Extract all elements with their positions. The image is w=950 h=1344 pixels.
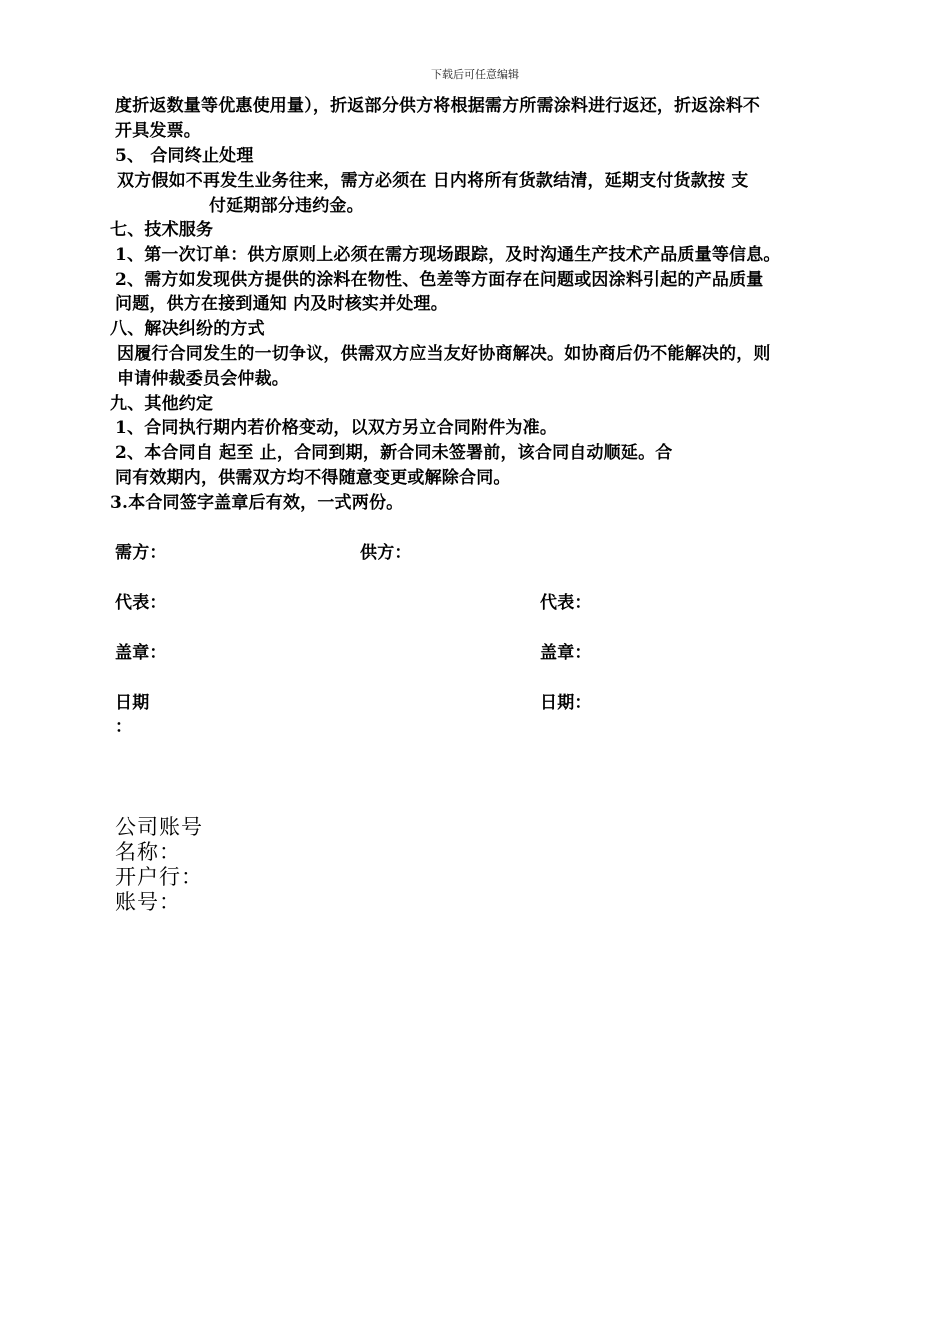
text-line: 开具发票。: [115, 121, 201, 141]
text-line: 同有效期内，供需双方均不得随意变更或解除合同。: [115, 468, 511, 488]
date-left-colon: ：: [115, 717, 133, 737]
date-left-label: 日期: [115, 693, 150, 713]
section-heading: 七、技术服务: [110, 220, 214, 240]
text-line: 2、本合同自 起至 止，合同到期，新合同未签署前，该合同自动顺延。合: [115, 443, 673, 463]
date-right-label: 日期：: [540, 693, 592, 713]
section-heading: 八、解决纠纷的方式: [110, 319, 265, 339]
rep-left-label: 代表：: [115, 593, 167, 613]
supplier-label: 供方：: [360, 543, 412, 563]
seal-left-label: 盖章：: [115, 643, 167, 663]
text-line: 度折返数量等优惠使用量），折返部分供方将根据需方所需涂料进行返还，折返涂料不: [115, 96, 761, 116]
seal-right-label: 盖章：: [540, 643, 592, 663]
buyer-label: 需方：: [115, 543, 167, 563]
section-heading: 5、 合同终止处理: [115, 146, 254, 166]
text-line: 1、合同执行期内若价格变动，以双方另立合同附件为准。: [115, 418, 558, 438]
text-line: 问题，供方在接到通知 内及时核实并处理。: [115, 294, 448, 314]
page-header: 下载后可任意编辑: [431, 68, 519, 81]
bank-name-label: 名称：: [115, 840, 181, 864]
bank-branch-label: 开户行：: [115, 865, 203, 889]
bank-account-label: 账号：: [115, 890, 181, 914]
text-line: 付延期部分违约金。: [209, 196, 364, 216]
text-line: 2、需方如发现供方提供的涂料在物性、色差等方面存在问题或因涂料引起的产品质量: [115, 270, 764, 290]
section-heading: 九、其他约定: [110, 394, 214, 414]
bank-title: 公司账号: [115, 815, 203, 839]
text-line: 双方假如不再发生业务往来，需方必须在 日内将所有货款结清，延期支付货款按 支: [117, 171, 749, 191]
text-line: 3.本合同签字盖章后有效，一式两份。: [110, 493, 404, 513]
rep-right-label: 代表：: [540, 593, 592, 613]
text-line: 因履行合同发生的一切争议，供需双方应当友好协商解决。如协商后仍不能解决的，则: [117, 344, 771, 364]
text-line: 申请仲裁委员会仲裁。: [117, 369, 289, 389]
text-line: 1、第一次订单：供方原则上必须在需方现场跟踪，及时沟通生产技术产品质量等信息。: [115, 245, 781, 265]
